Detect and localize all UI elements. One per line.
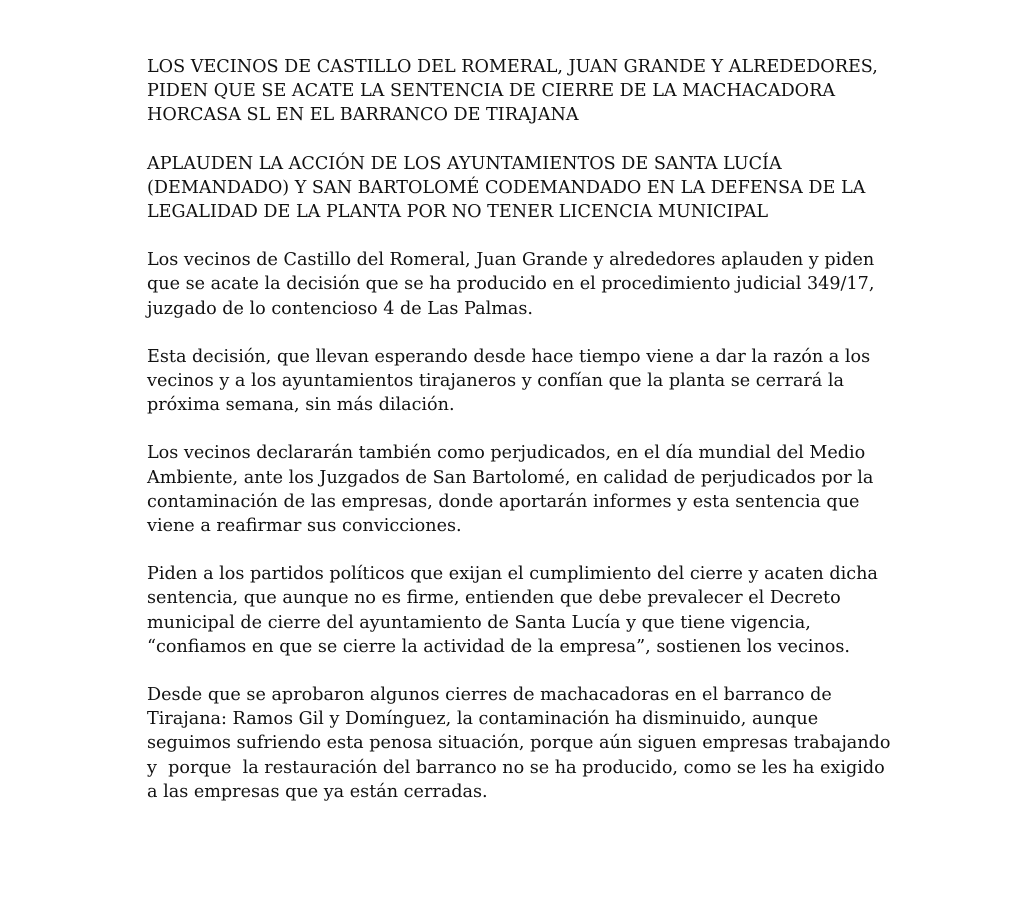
paragraph-line: Los vecinos de Castillo del Romeral, Juan Grande y alrededores aplauden y piden	[147, 250, 875, 271]
subheadline-line: (DEMANDADO) Y SAN BARTOLOMÉ CODEMANDADO EN LA DEFENSA DE LA	[147, 177, 866, 198]
paragraph-5	[147, 683, 891, 804]
paragraph-2	[147, 345, 887, 418]
paragraph-4	[147, 562, 887, 659]
subheadline-line: APLAUDEN LA ACCIÓN DE LOS AYUNTAMIENTOS DE SANTA LUCÍA	[147, 153, 782, 174]
paragraph-line: sentencia, que aunque no es firme, entienden que debe prevalecer el Decreto	[147, 588, 841, 609]
paragraph-line: viene a reafirmar sus convicciones.	[147, 516, 462, 537]
paragraph-line: Esta decisión, que llevan esperando desde hace tiempo viene a dar la razón a los	[147, 346, 871, 367]
paragraph-line: seguimos sufriendo esta penosa situación, porque aún siguen empresas trabajando	[147, 733, 891, 754]
paragraph-line: Piden a los partidos políticos que exijan el cumplimiento del cierre y acaten dicha	[147, 564, 878, 585]
headline	[147, 55, 887, 128]
paragraph-line: a las empresas que ya están cerradas.	[147, 781, 488, 802]
paragraph-line: Ambiente, ante los Juzgados de San Bartolomé, en calidad de perjudicados por la	[147, 467, 874, 488]
paragraph-line: “confiamos en que se cierre la actividad de la empresa”, sostienen los vecinos.	[147, 636, 850, 657]
headline-line: PIDEN QUE SE ACATE LA SENTENCIA DE CIERRE DE LA MACHACADORA	[147, 81, 836, 102]
paragraph-line: municipal de cierre del ayuntamiento de Santa Lucía y que tiene vigencia,	[147, 612, 811, 633]
paragraph-line: Desde que se aprobaron algunos cierres de machacadoras en el barranco de	[147, 685, 832, 706]
paragraph-3	[147, 441, 887, 538]
paragraph-line: y porque la restauración del barranco no se ha producido, como se les ha exigido	[147, 757, 885, 778]
subheadline	[147, 152, 887, 225]
headline-line: LOS VECINOS DE CASTILLO DEL ROMERAL, JUAN GRANDE Y ALREDEDORES,	[147, 57, 878, 77]
document-page	[147, 55, 891, 828]
paragraph-line: que se acate la decisión que se ha producido en el procedimiento judicial 349/17,	[147, 274, 875, 295]
paragraph-line: vecinos y a los ayuntamientos tirajaneros y confían que la planta se cerrará la	[147, 371, 844, 392]
paragraph-line: juzgado de lo contencioso 4 de Las Palmas.	[147, 298, 534, 319]
paragraph-1	[147, 248, 887, 321]
paragraph-line: Tirajana: Ramos Gil y Domínguez, la contaminación ha disminuido, aunque	[147, 709, 819, 730]
paragraph-line: contaminación de las empresas, donde aportarán informes y esta sentencia que	[147, 491, 860, 512]
paragraph-line: próxima semana, sin más dilación.	[147, 395, 455, 416]
headline-line: HORCASA SL EN EL BARRANCO DE TIRAJANA	[147, 105, 579, 126]
paragraph-line: Los vecinos declararán también como perjudicados, en el día mundial del Medio	[147, 443, 866, 464]
subheadline-line: LEGALIDAD DE LA PLANTA POR NO TENER LICENCIA MUNICIPAL	[147, 202, 769, 223]
